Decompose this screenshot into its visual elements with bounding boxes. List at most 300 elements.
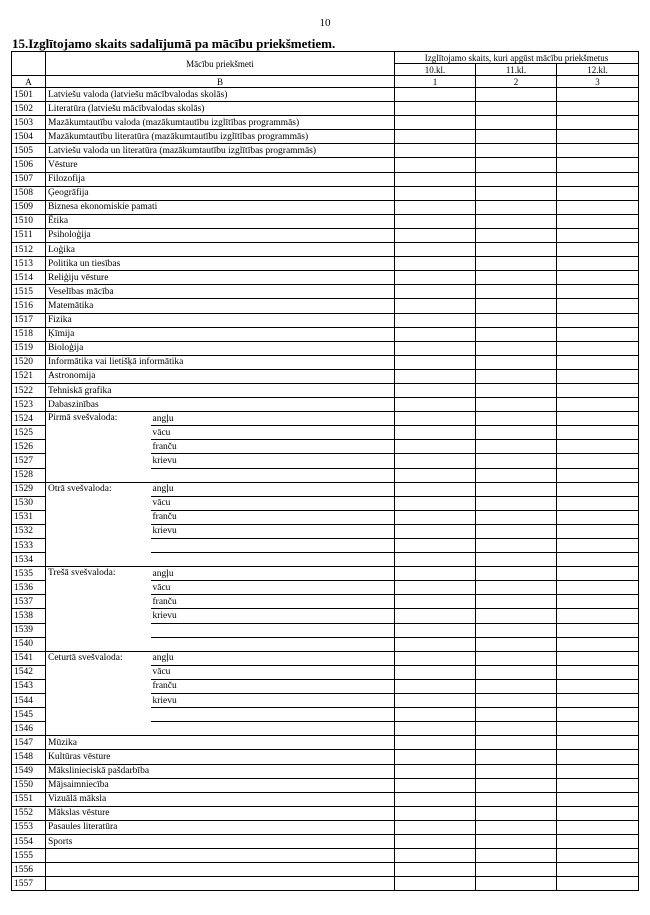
row-code: 1555 (12, 849, 46, 863)
value-cell-1528-col2[interactable] (476, 468, 557, 482)
value-cell-1529-col3[interactable] (557, 482, 639, 496)
subject-name: Kultūras vēsture (46, 750, 395, 764)
language-group-label: Otrā svešvaloda: (46, 482, 151, 567)
table-row (12, 834, 639, 848)
row-code: 1539 (12, 623, 46, 637)
value-cell-1537-col2[interactable] (476, 595, 557, 609)
value-cell-1551-col3[interactable] (557, 792, 639, 806)
value-cell-1506-col3[interactable] (557, 158, 639, 172)
value-cell-1527-col3[interactable] (557, 454, 639, 468)
value-cell-1506-col2[interactable] (476, 158, 557, 172)
table-row (12, 877, 639, 891)
language-name: vācu (151, 665, 395, 679)
value-cell-1519-col2[interactable] (476, 341, 557, 355)
value-cell-1505-col3[interactable] (557, 144, 639, 158)
value-cell-1534-col2[interactable] (476, 553, 557, 567)
value-cell-1546-col1[interactable] (395, 722, 476, 736)
table-row (12, 228, 639, 242)
value-cell-1524-col3[interactable] (557, 412, 639, 426)
row-code: 1537 (12, 595, 46, 609)
value-cell-1513-col1[interactable] (395, 257, 476, 271)
table-row (12, 271, 639, 285)
value-cell-1508-col3[interactable] (557, 186, 639, 200)
value-cell-1516-col1[interactable] (395, 299, 476, 313)
value-cell-1535-col2[interactable] (476, 567, 557, 581)
value-cell-1516-col3[interactable] (557, 299, 639, 313)
value-cell-1532-col3[interactable] (557, 524, 639, 538)
value-cell-1525-col3[interactable] (557, 426, 639, 440)
value-cell-1508-col2[interactable] (476, 186, 557, 200)
value-cell-1508-col1[interactable] (395, 186, 476, 200)
value-cell-1517-col1[interactable] (395, 313, 476, 327)
row-code: 1556 (12, 863, 46, 877)
value-cell-1523-col1[interactable] (395, 398, 476, 412)
row-code: 1528 (12, 468, 46, 482)
header-row-1 (12, 52, 639, 64)
value-cell-1533-col1[interactable] (395, 539, 476, 553)
table-row (12, 778, 639, 792)
value-cell-1548-col2[interactable] (476, 750, 557, 764)
language-group-label: Pirmā svešvaloda: (46, 412, 151, 482)
value-cell-1515-col2[interactable] (476, 285, 557, 299)
value-cell-1556-col2[interactable] (476, 863, 557, 877)
value-cell-1544-col1[interactable] (395, 694, 476, 708)
value-cell-1543-col3[interactable] (557, 679, 639, 693)
table-row (12, 341, 639, 355)
value-cell-1546-col2[interactable] (476, 722, 557, 736)
value-cell-1501-col2[interactable] (476, 88, 557, 102)
value-cell-1521-col3[interactable] (557, 369, 639, 383)
row-code: 1552 (12, 806, 46, 820)
value-cell-1530-col3[interactable] (557, 496, 639, 510)
row-code: 1533 (12, 539, 46, 553)
value-cell-1520-col1[interactable] (395, 355, 476, 369)
value-cell-1503-col1[interactable] (395, 116, 476, 130)
value-cell-1552-col3[interactable] (557, 806, 639, 820)
value-cell-1525-col2[interactable] (476, 426, 557, 440)
value-cell-1538-col1[interactable] (395, 609, 476, 623)
value-cell-1538-col3[interactable] (557, 609, 639, 623)
value-cell-1553-col2[interactable] (476, 820, 557, 834)
value-cell-1504-col3[interactable] (557, 130, 639, 144)
value-cell-1504-col2[interactable] (476, 130, 557, 144)
row-code: 1527 (12, 454, 46, 468)
language-name: vācu (151, 581, 395, 595)
table-row (12, 398, 639, 412)
value-cell-1521-col1[interactable] (395, 369, 476, 383)
row-code: 1511 (12, 228, 46, 242)
value-cell-1537-col1[interactable] (395, 595, 476, 609)
row-code: 1532 (12, 524, 46, 538)
row-code: 1516 (12, 299, 46, 313)
language-name: franču (151, 595, 395, 609)
value-cell-1555-col1[interactable] (395, 849, 476, 863)
value-cell-1551-col2[interactable] (476, 792, 557, 806)
value-cell-1523-col2[interactable] (476, 398, 557, 412)
value-cell-1528-col1[interactable] (395, 468, 476, 482)
row-code: 1513 (12, 257, 46, 271)
value-cell-1531-col1[interactable] (395, 510, 476, 524)
value-cell-1538-col2[interactable] (476, 609, 557, 623)
language-name (151, 623, 395, 637)
subject-name: Bioloģija (46, 341, 395, 355)
value-cell-1520-col2[interactable] (476, 355, 557, 369)
row-code: 1545 (12, 708, 46, 722)
row-code: 1525 (12, 426, 46, 440)
subject-name: Tehniskā grafika (46, 383, 395, 397)
table-row (12, 792, 639, 806)
value-cell-1532-col2[interactable] (476, 524, 557, 538)
table-row (12, 257, 639, 271)
row-code: 1550 (12, 778, 46, 792)
row-code: 1531 (12, 510, 46, 524)
value-cell-1513-col3[interactable] (557, 257, 639, 271)
value-cell-1545-col3[interactable] (557, 708, 639, 722)
subject-name (46, 849, 395, 863)
subject-name: Loģika (46, 243, 395, 257)
table-row (12, 820, 639, 834)
row-code: 1547 (12, 736, 46, 750)
value-cell-1551-col1[interactable] (395, 792, 476, 806)
value-cell-1554-col2[interactable] (476, 834, 557, 848)
language-name (151, 637, 395, 651)
table-row (12, 327, 639, 341)
value-cell-1527-col2[interactable] (476, 454, 557, 468)
value-cell-1544-col2[interactable] (476, 694, 557, 708)
table-row (12, 299, 639, 313)
value-cell-1525-col1[interactable] (395, 426, 476, 440)
table-row (12, 285, 639, 299)
value-cell-1510-col2[interactable] (476, 214, 557, 228)
value-cell-1540-col2[interactable] (476, 637, 557, 651)
subject-name (46, 877, 395, 891)
value-cell-1515-col3[interactable] (557, 285, 639, 299)
language-name: krievu (151, 454, 395, 468)
value-cell-1545-col2[interactable] (476, 708, 557, 722)
row-code: 1541 (12, 651, 46, 665)
value-cell-1541-col2[interactable] (476, 651, 557, 665)
value-cell-1511-col1[interactable] (395, 228, 476, 242)
value-cell-1501-col3[interactable] (557, 88, 639, 102)
row-code: 1529 (12, 482, 46, 496)
row-code: 1522 (12, 383, 46, 397)
subject-name: Ģeogrāfija (46, 186, 395, 200)
value-cell-1548-col3[interactable] (557, 750, 639, 764)
value-cell-1512-col1[interactable] (395, 243, 476, 257)
row-code: 1534 (12, 553, 46, 567)
row-code: 1502 (12, 102, 46, 116)
value-cell-1519-col3[interactable] (557, 341, 639, 355)
value-cell-1515-col1[interactable] (395, 285, 476, 299)
value-cell-1542-col3[interactable] (557, 665, 639, 679)
language-name: franču (151, 510, 395, 524)
table-row (12, 144, 639, 158)
value-cell-1522-col3[interactable] (557, 383, 639, 397)
value-cell-1509-col2[interactable] (476, 200, 557, 214)
value-cell-1546-col3[interactable] (557, 722, 639, 736)
row-code: 1530 (12, 496, 46, 510)
row-code: 1518 (12, 327, 46, 341)
value-cell-1531-col2[interactable] (476, 510, 557, 524)
table-row (12, 102, 639, 116)
value-cell-1547-col1[interactable] (395, 736, 476, 750)
value-cell-1517-col2[interactable] (476, 313, 557, 327)
value-cell-1514-col2[interactable] (476, 271, 557, 285)
value-cell-1513-col2[interactable] (476, 257, 557, 271)
value-cell-1539-col1[interactable] (395, 623, 476, 637)
subject-name: Reliģiju vēsture (46, 271, 395, 285)
row-code: 1523 (12, 398, 46, 412)
value-cell-1505-col1[interactable] (395, 144, 476, 158)
value-cell-1530-col2[interactable] (476, 496, 557, 510)
language-name: franču (151, 679, 395, 693)
subject-name: Ķīmija (46, 327, 395, 341)
value-cell-1541-col3[interactable] (557, 651, 639, 665)
count-group-header: Izglītojamo skaits, kuri apgūst mācību priekšmetus (395, 52, 639, 64)
row-code: 1524 (12, 412, 46, 426)
language-name (151, 722, 395, 736)
value-cell-1554-col1[interactable] (395, 834, 476, 848)
row-code: 1520 (12, 355, 46, 369)
row-code: 1546 (12, 722, 46, 736)
subject-name: Mājsaimniecība (46, 778, 395, 792)
value-cell-1501-col1[interactable] (395, 88, 476, 102)
value-cell-1537-col3[interactable] (557, 595, 639, 609)
value-cell-1518-col3[interactable] (557, 327, 639, 341)
value-cell-1535-col1[interactable] (395, 567, 476, 581)
value-cell-1549-col1[interactable] (395, 764, 476, 778)
row-code: 1535 (12, 567, 46, 581)
value-cell-1518-col1[interactable] (395, 327, 476, 341)
value-cell-1556-col1[interactable] (395, 863, 476, 877)
language-name: franču (151, 440, 395, 454)
table-row (12, 863, 639, 877)
value-cell-1523-col3[interactable] (557, 398, 639, 412)
value-cell-1547-col2[interactable] (476, 736, 557, 750)
value-cell-1514-col3[interactable] (557, 271, 639, 285)
value-cell-1531-col3[interactable] (557, 510, 639, 524)
value-cell-1534-col3[interactable] (557, 553, 639, 567)
value-cell-1507-col3[interactable] (557, 172, 639, 186)
value-cell-1526-col3[interactable] (557, 440, 639, 454)
value-cell-1552-col2[interactable] (476, 806, 557, 820)
value-cell-1517-col3[interactable] (557, 313, 639, 327)
value-cell-1532-col1[interactable] (395, 524, 476, 538)
col-2-label: 2 (476, 76, 557, 88)
row-code: 1526 (12, 440, 46, 454)
value-cell-1530-col1[interactable] (395, 496, 476, 510)
value-cell-1536-col2[interactable] (476, 581, 557, 595)
value-cell-1533-col3[interactable] (557, 539, 639, 553)
table-row (12, 369, 639, 383)
value-cell-1526-col1[interactable] (395, 440, 476, 454)
subject-name: Veselības mācība (46, 285, 395, 299)
value-cell-1504-col1[interactable] (395, 130, 476, 144)
value-cell-1553-col3[interactable] (557, 820, 639, 834)
value-cell-1502-col1[interactable] (395, 102, 476, 116)
language-name (151, 539, 395, 553)
value-cell-1548-col1[interactable] (395, 750, 476, 764)
value-cell-1520-col3[interactable] (557, 355, 639, 369)
value-cell-1539-col2[interactable] (476, 623, 557, 637)
value-cell-1522-col2[interactable] (476, 383, 557, 397)
value-cell-1524-col1[interactable] (395, 412, 476, 426)
value-cell-1545-col1[interactable] (395, 708, 476, 722)
row-code: 1544 (12, 694, 46, 708)
value-cell-1550-col2[interactable] (476, 778, 557, 792)
subject-name: Mazākumtautību valoda (mazākumtautību izglītības programmās) (46, 116, 395, 130)
value-cell-1509-col3[interactable] (557, 200, 639, 214)
language-name: angļu (151, 412, 395, 426)
table-row (12, 158, 639, 172)
value-cell-1522-col1[interactable] (395, 383, 476, 397)
language-group-label: Trešā svešvaloda: (46, 567, 151, 652)
table-row (12, 482, 639, 496)
value-cell-1527-col1[interactable] (395, 454, 476, 468)
subject-name: Latviešu valoda un literatūra (mazākumtautību izglītības programmās) (46, 144, 395, 158)
subject-name: Biznesa ekonomiskie pamati (46, 200, 395, 214)
value-cell-1505-col2[interactable] (476, 144, 557, 158)
table-row (12, 116, 639, 130)
row-code: 1507 (12, 172, 46, 186)
row-code: 1503 (12, 116, 46, 130)
value-cell-1519-col1[interactable] (395, 341, 476, 355)
value-cell-1502-col2[interactable] (476, 102, 557, 116)
value-cell-1526-col2[interactable] (476, 440, 557, 454)
value-cell-1529-col1[interactable] (395, 482, 476, 496)
row-code: 1554 (12, 834, 46, 848)
row-code: 1551 (12, 792, 46, 806)
value-cell-1542-col2[interactable] (476, 665, 557, 679)
value-cell-1554-col3[interactable] (557, 834, 639, 848)
value-cell-1556-col3[interactable] (557, 863, 639, 877)
value-cell-1549-col2[interactable] (476, 764, 557, 778)
value-cell-1544-col3[interactable] (557, 694, 639, 708)
value-cell-1557-col1[interactable] (395, 877, 476, 891)
value-cell-1503-col2[interactable] (476, 116, 557, 130)
value-cell-1542-col1[interactable] (395, 665, 476, 679)
subject-name: Mākslas vēsture (46, 806, 395, 820)
value-cell-1516-col2[interactable] (476, 299, 557, 313)
row-code: 1505 (12, 144, 46, 158)
row-code: 1512 (12, 243, 46, 257)
value-cell-1535-col3[interactable] (557, 567, 639, 581)
subject-name: Vizuālā māksla (46, 792, 395, 806)
value-cell-1529-col2[interactable] (476, 482, 557, 496)
language-name: angļu (151, 567, 395, 581)
subject-name: Latviešu valoda (latviešu mācībvalodas skolās) (46, 88, 395, 102)
table-row (12, 764, 639, 778)
subject-name: Matemātika (46, 299, 395, 313)
row-code: 1509 (12, 200, 46, 214)
value-cell-1521-col2[interactable] (476, 369, 557, 383)
row-code: 1514 (12, 271, 46, 285)
value-cell-1549-col3[interactable] (557, 764, 639, 778)
subject-name: Ētika (46, 214, 395, 228)
table-row (12, 313, 639, 327)
row-code: 1504 (12, 130, 46, 144)
language-name (151, 553, 395, 567)
subject-name: Astronomija (46, 369, 395, 383)
row-code: 1521 (12, 369, 46, 383)
subject-name: Sports (46, 834, 395, 848)
value-cell-1536-col3[interactable] (557, 581, 639, 595)
value-cell-1550-col1[interactable] (395, 778, 476, 792)
table-row (12, 651, 639, 665)
value-cell-1510-col3[interactable] (557, 214, 639, 228)
row-code: 1540 (12, 637, 46, 651)
value-cell-1514-col1[interactable] (395, 271, 476, 285)
col-1-label: 1 (395, 76, 476, 88)
value-cell-1540-col3[interactable] (557, 637, 639, 651)
language-name: krievu (151, 609, 395, 623)
value-cell-1507-col2[interactable] (476, 172, 557, 186)
value-cell-1533-col2[interactable] (476, 539, 557, 553)
value-cell-1553-col1[interactable] (395, 820, 476, 834)
row-code: 1515 (12, 285, 46, 299)
value-cell-1543-col1[interactable] (395, 679, 476, 693)
subject-name: Fizika (46, 313, 395, 327)
value-cell-1528-col3[interactable] (557, 468, 639, 482)
value-cell-1557-col2[interactable] (476, 877, 557, 891)
table-row (12, 172, 639, 186)
value-cell-1518-col2[interactable] (476, 327, 557, 341)
language-name (151, 468, 395, 482)
value-cell-1509-col1[interactable] (395, 200, 476, 214)
language-name: angļu (151, 651, 395, 665)
row-code: 1543 (12, 679, 46, 693)
row-code: 1548 (12, 750, 46, 764)
value-cell-1552-col1[interactable] (395, 806, 476, 820)
value-cell-1543-col2[interactable] (476, 679, 557, 693)
subject-name: Vēsture (46, 158, 395, 172)
table-row (12, 200, 639, 214)
value-cell-1534-col1[interactable] (395, 553, 476, 567)
row-code: 1519 (12, 341, 46, 355)
subject-name: Mākslinieciskā pašdarbība (46, 764, 395, 778)
value-cell-1536-col1[interactable] (395, 581, 476, 595)
row-code: 1557 (12, 877, 46, 891)
table-row (12, 849, 639, 863)
value-cell-1506-col1[interactable] (395, 158, 476, 172)
value-cell-1547-col3[interactable] (557, 736, 639, 750)
column-index-row (12, 76, 639, 88)
subject-name: Psiholoģija (46, 228, 395, 242)
language-group-label: Ceturtā svešvaloda: (46, 651, 151, 736)
value-cell-1555-col2[interactable] (476, 849, 557, 863)
table-row (12, 214, 639, 228)
table-row (12, 736, 639, 750)
value-cell-1510-col1[interactable] (395, 214, 476, 228)
value-cell-1503-col3[interactable] (557, 116, 639, 130)
table-row (12, 567, 639, 581)
subject-column-header: Mācību priekšmeti (46, 52, 395, 76)
value-cell-1511-col3[interactable] (557, 228, 639, 242)
value-cell-1550-col3[interactable] (557, 778, 639, 792)
value-cell-1555-col3[interactable] (557, 849, 639, 863)
value-cell-1512-col3[interactable] (557, 243, 639, 257)
value-cell-1524-col2[interactable] (476, 412, 557, 426)
subject-count-table (11, 51, 639, 891)
value-cell-1541-col1[interactable] (395, 651, 476, 665)
value-cell-1507-col1[interactable] (395, 172, 476, 186)
value-cell-1512-col2[interactable] (476, 243, 557, 257)
value-cell-1502-col3[interactable] (557, 102, 639, 116)
value-cell-1539-col3[interactable] (557, 623, 639, 637)
value-cell-1511-col2[interactable] (476, 228, 557, 242)
value-cell-1540-col1[interactable] (395, 637, 476, 651)
value-cell-1557-col3[interactable] (557, 877, 639, 891)
